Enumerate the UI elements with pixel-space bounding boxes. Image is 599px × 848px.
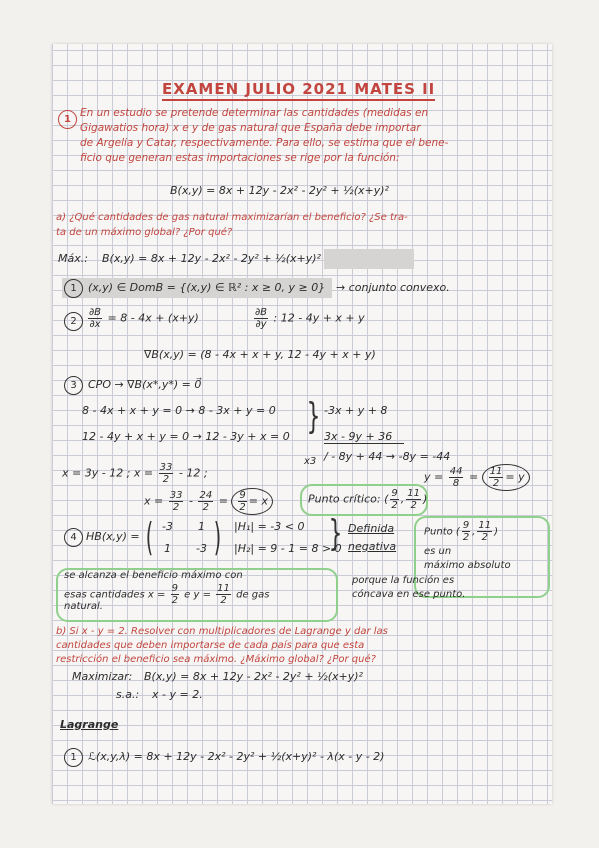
definida-label: Definida (348, 522, 395, 535)
partial-x: $\frac{\partial B}{\partial x}$ = 8 - 4x + (x+y) (89, 307, 199, 330)
gray-highlight (324, 249, 414, 269)
hessian-m21: 1 (164, 542, 171, 555)
page-title: EXAMEN JULIO 2021 MATES II (162, 80, 435, 101)
domain-statement: (x,y) ∈ DomB = {(x,y) ∈ ℝ² : x ≥ 0, y ≥ 0} (88, 281, 326, 294)
matrix-left-bracket: ( (145, 515, 154, 559)
elim-line-1: -3x + y + 8 (324, 404, 388, 417)
system-line-1: 8 - 4x + x + y = 0 → 8 - 3x + y = 0 (82, 404, 276, 417)
step-number: 4 (64, 528, 83, 547)
elim-line-2: 3x - 9y + 36 (324, 430, 393, 443)
matrix-right-bracket: ) (213, 515, 222, 559)
minors-brace: } (328, 513, 343, 554)
question-a-line: a) ¿Qué cantidades de gas natural maximizarían el beneficio? ¿Se tra- (56, 212, 408, 223)
hessian-m11: -3 (162, 520, 173, 533)
minor-h1: |H₁| = -3 < 0 (234, 520, 305, 533)
conclusion-line-2: esas cantidades x = $\frac{9}{2}$ e y = $\frac{11}{2}$ de gas (64, 583, 270, 606)
question-b-line: b) Si x - y = 2. Resolver con multiplicadores de Lagrange y dar las (56, 626, 388, 637)
convex-conclusion: → conjunto convexo. (336, 281, 450, 294)
y-solution: y = $\frac{44}{8}$ = $\frac{11}{2}$ = y (424, 464, 530, 491)
problem-number: 1 (58, 110, 77, 129)
sa-constraint: x - y = 2. (152, 688, 203, 701)
question-b-line: restricción el beneficio sea máximo. ¿Máximo global? ¿Por qué? (56, 654, 376, 665)
conclusion-line-1: se alcanza el beneficio máximo con (64, 570, 243, 581)
x-substitution: x = 3y - 12 ; x = $\frac{33}{2}$ - 12 ; (62, 462, 208, 485)
max-equation: B(x,y) = 8x + 12y - 2x² - 2y² + ½(x+y)² (102, 252, 321, 265)
intro-line: En un estudio se pretende determinar las cantidades (medidas en (80, 107, 429, 119)
critical-point: Punto crítico: ( $\frac{9}{2}$ , $\frac{11}{2}$ ) (308, 488, 428, 511)
question-a-line: ta de un máximo global? ¿Por qué? (56, 227, 233, 238)
maximizar-label: Maximizar: (72, 670, 133, 683)
multiply-by-3: x3 (304, 456, 317, 467)
problem-statement (80, 106, 532, 166)
step-number: 2 (64, 312, 83, 331)
lagrangian: ℒ(x,y,λ) = 8x + 12y - 2x² - 2y² + ½(x+y)² - λ(x - y - 2) (88, 750, 385, 763)
hessian-label: HB(x,y) = (86, 530, 140, 543)
intro-line: ficio que generan estas importaciones se rige por la función: (80, 152, 400, 164)
partial-y: $\frac{\partial B}{\partial y}$ : 12 - 4y + x + y (255, 307, 365, 330)
system-brace: } (306, 396, 321, 437)
porque-line: cóncava en ese punto. (352, 589, 466, 600)
punto-maximo: máximo absoluto (424, 560, 511, 571)
hessian-m22: -3 (196, 542, 207, 555)
intro-line: Gigawatios hora) x e y de gas natural que España debe importar (80, 122, 421, 134)
conclusion-line-3: natural. (64, 601, 103, 612)
punto-text: Punto ( $\frac{9}{2}$ , $\frac{11}{2}$ ) (424, 520, 499, 543)
step-number: 1 (64, 748, 83, 767)
notebook-page (52, 44, 552, 804)
question-b-line: cantidades que deben importarse de cada país para que esta (56, 640, 365, 651)
gradient: ∇B(x,y) = (8 - 4x + x + y, 12 - 4y + x + y) (144, 348, 376, 361)
elim-rule (324, 443, 404, 444)
maximizar-equation: B(x,y) = 8x + 12y - 2x² - 2y² + ½(x+y)² (144, 670, 363, 683)
intro-line: de Argelia y Catar, respectivamente. Para ello, se estima que el bene- (80, 137, 449, 149)
step-number: 1 (64, 279, 83, 298)
negativa-label: negativa (348, 540, 397, 553)
benefit-function: B(x,y) = 8x + 12y - 2x² - 2y² + ½(x+y)² (170, 184, 389, 197)
step-number: 3 (64, 376, 83, 395)
porque-line: porque la función es (352, 575, 455, 586)
elim-result: / - 8y + 44 → -8y = -44 (324, 450, 451, 463)
hessian-m12: 1 (198, 520, 205, 533)
punto-es-un: es un (424, 546, 452, 557)
cpo-condition: CPO → ∇B(x*,y*) = 0⃗ (88, 378, 202, 391)
x-solution: x = $\frac{33}{2}$ - $\frac{24}{2}$ = $\frac{9}{2}$ = x (144, 488, 273, 515)
lagrange-heading: Lagrange (60, 718, 119, 731)
system-line-2: 12 - 4y + x + y = 0 → 12 - 3y + x = 0 (82, 430, 290, 443)
minor-h2: |H₂| = 9 - 1 = 8 > 0 (234, 542, 342, 555)
sa-label: s.a.: (116, 688, 140, 701)
max-label: Máx.: (58, 252, 88, 265)
